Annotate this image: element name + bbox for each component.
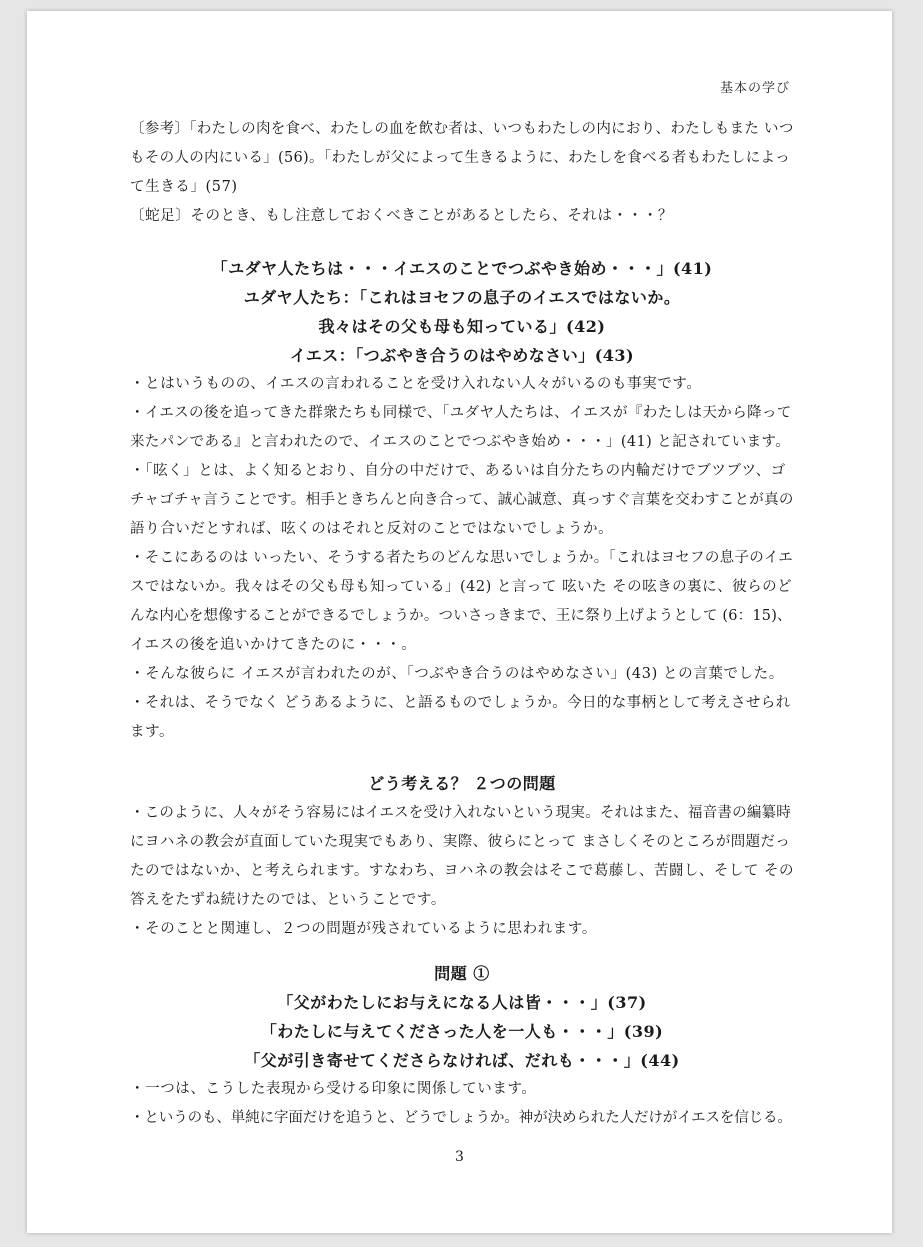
text-line: 語り合いだとすれば、呟くのはそれと反対のことではないでしょうか。	[130, 521, 614, 537]
heading-line: 「わたしに与えてくださった人を一人も・・・」(39)	[260, 1022, 664, 1041]
heading-block-3	[130, 959, 794, 1075]
text-line: 答えをたずね続けたのでは、ということです。	[130, 892, 446, 908]
text-line: ます。	[130, 724, 175, 740]
text-line: ・このように、人々がそう容易にはイエスを受け入れないという現実。それはまた、福音書の編纂時	[130, 805, 791, 821]
heading-line: 「父が引き寄せてくださらなければ、だれも・・・」(44)	[244, 1051, 680, 1070]
body-section-3	[130, 1075, 794, 1133]
text-line: チャゴチャ言うことです。相手ときちんと向き合って、誠心誠意、真っすぐ言葉を交わすことが真の	[130, 492, 794, 508]
heading-block-2	[130, 769, 794, 798]
page-number: 3	[455, 1149, 464, 1165]
text-line: イエスの後を追いかけてきたのに・・・。	[130, 637, 417, 653]
text-line: ・そこにあるのは いったい、そうする者たちのどんな思いでしょうか。「これはヨセフの息子のイエ	[130, 550, 794, 566]
text-line: ・それは、そうでなく どうあるように、と語るものでしょうか。今日的な事柄として考えさせられ	[130, 695, 791, 711]
text-line: ・一つは、こうした表現から受ける印象に関係しています。	[130, 1081, 537, 1097]
text-line: スではないか。我々はその父も母も知っている」(42) と言って 呟いた その呟きの裏に、彼らのど	[130, 579, 793, 595]
text-line: 〔蛇足〕そのとき、もし注意しておくべきことがあるとしたら、それは・・・？	[130, 208, 674, 224]
text-line: たのではないか、と考えられます。すなわち、ヨハネの教会はそこで葛藤し、苦闘し、そして その	[130, 863, 794, 879]
section-title: どう考える？ ２つの問題	[368, 774, 556, 793]
heading-line: 我々はその父も母も知っている」(42)	[318, 317, 606, 336]
text-line: にヨハネの教会が直面していた現実でもあり、実際、彼らにとって まさしくそのところが問題だっ	[130, 834, 791, 850]
text-line: て生きる」(57)	[130, 179, 238, 195]
text-line: ・というのも、単純に字面だけを追うと、どうでしょうか。神が決められた人だけがイエスを信じる。	[130, 1110, 792, 1126]
heading-line: 問題 ①	[434, 964, 490, 983]
heading-line: 「父がわたしにお与えになる人は皆・・・」(37)	[277, 993, 647, 1012]
reference-section	[130, 115, 794, 231]
text-line: もその人の内にいる」(56)。「わたしが父によって生きるように、わたしを食べる者もわたしによっ	[130, 150, 791, 166]
text-line: ・そんな彼らに イエスが言われたのが、「つぶやき合うのはやめなさい」(43) との言葉でした。	[130, 666, 784, 682]
document-page	[27, 11, 892, 1233]
text-line: ・「呟く」とは、よく知るとおり、自分の中だけで、あるいは自分たちの内輪だけでブツブツ、ゴ	[130, 463, 786, 479]
body-section-2	[130, 799, 794, 944]
text-line: んな内心を想像することができるでしょうか。ついさっきまで、王に祭り上げようとして (6：15)、	[130, 608, 792, 624]
text-line: 来たパンである』と言われたので、イエスのことでつぶやき始め・・・」(41) と記されています。	[130, 434, 791, 450]
text-line: 〔参考〕「わたしの肉を食べ、わたしの血を飲む者は、いつもわたしの内におり、わたしもまた いつ	[130, 121, 794, 137]
heading-line: 「ユダヤ人たちは・・・イエスのことでつぶやき始め・・・」(41)	[211, 259, 713, 278]
heading-line: イエス：「つぶやき合うのはやめなさい」(43)	[289, 346, 635, 365]
heading-line: ユダヤ人たち：「これはヨセフの息子のイエスではないか。	[243, 288, 681, 307]
text-line: ・とはいうものの、イエスの言われることを受け入れない人々がいるのも事実です。	[130, 376, 702, 392]
text-line: ・イエスの後を追ってきた群衆たちも同様で、「ユダヤ人たちは、イエスが『わたしは天から降って	[130, 405, 792, 421]
heading-block-1	[130, 254, 794, 370]
text-line: ・そのことと関連し、２つの問題が残されているように思われます。	[130, 921, 597, 937]
page-header: 基本の学び	[719, 81, 790, 96]
body-section-1	[130, 370, 794, 747]
